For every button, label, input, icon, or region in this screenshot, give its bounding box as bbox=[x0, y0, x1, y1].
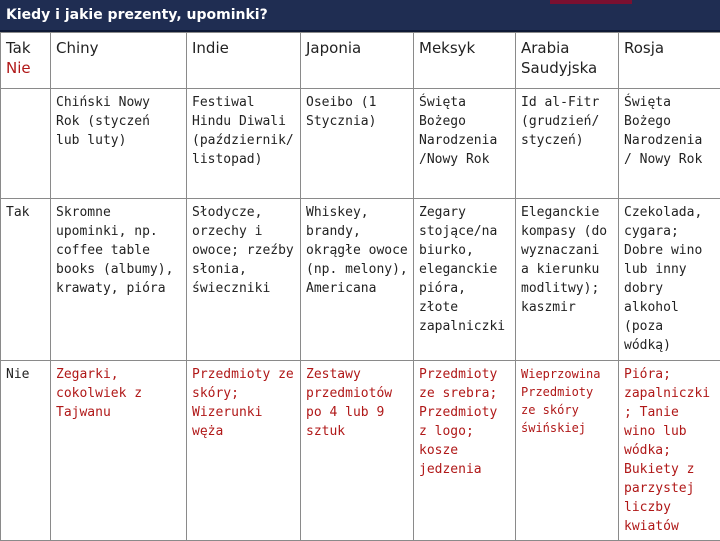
header-country-chiny: Chiny bbox=[51, 33, 187, 89]
nie-japonia: Zestawy przedmiotów po 4 lub 9 sztuk bbox=[301, 361, 414, 541]
tak-japonia: Whiskey, brandy, okrągłe owoce (np. melony), Americana bbox=[301, 199, 414, 361]
title-bar bbox=[0, 0, 720, 32]
gift-table bbox=[0, 32, 720, 541]
header-tak: Tak bbox=[6, 38, 45, 58]
occasion-arabia: Id al-Fitr (grudzień/ styczeń) bbox=[516, 89, 619, 199]
header-row bbox=[1, 33, 720, 89]
header-country-indie: Indie bbox=[187, 33, 301, 89]
header-country-rosja: Rosja bbox=[619, 33, 720, 89]
page-title: Kiedy i jakie prezenty, upominki? bbox=[6, 7, 268, 23]
occasion-meksyk: Święta Bożego Narodzenia /Nowy Rok bbox=[414, 89, 516, 199]
occasion-rosja: Święta Bożego Narodzenia / Nowy Rok bbox=[619, 89, 720, 199]
header-country-meksyk: Meksyk bbox=[414, 33, 516, 89]
tak-arabia: Eleganckie kompasy (do wyznaczani a kierunku modlitwy); kaszmir bbox=[516, 199, 619, 361]
tak-rosja: Czekolada, cygara; Dobre wino lub inny dobry alkohol (poza wódką) bbox=[619, 199, 720, 361]
nie-row bbox=[1, 361, 720, 541]
tak-label: Tak bbox=[1, 199, 51, 361]
nie-arabia: Wieprzowina Przedmioty ze skóry świńskiej bbox=[516, 361, 619, 541]
nie-meksyk: Przedmioty ze srebra; Przedmioty z logo; kosze jedzenia bbox=[414, 361, 516, 541]
header-tak-nie bbox=[1, 33, 51, 89]
occasion-chiny: Chiński Nowy Rok (styczeń lub luty) bbox=[51, 89, 187, 199]
nie-indie: Przedmioty ze skóry; Wizerunki węża bbox=[187, 361, 301, 541]
occasion-label-cell bbox=[1, 89, 51, 199]
occasion-japonia: Oseibo (1 Stycznia) bbox=[301, 89, 414, 199]
tak-row bbox=[1, 199, 720, 361]
nie-chiny: Zegarki, cokolwiek z Tajwanu bbox=[51, 361, 187, 541]
occasion-row bbox=[1, 89, 720, 199]
tak-meksyk: Zegary stojące/na biurko, eleganckie pióra, złote zapalniczki bbox=[414, 199, 516, 361]
tak-indie: Słodycze, orzechy i owoce; rzeźby słonia, świeczniki bbox=[187, 199, 301, 361]
header-nie: Nie bbox=[6, 58, 45, 78]
header-country-japonia: Japonia bbox=[301, 33, 414, 89]
nie-label: Nie bbox=[1, 361, 51, 541]
header-country-arabia: Arabia Saudyjska bbox=[516, 33, 619, 89]
title-accent bbox=[550, 0, 632, 4]
occasion-indie: Festiwal Hindu Diwali (październik/ listopad) bbox=[187, 89, 301, 199]
nie-rosja: Pióra; zapalniczki; Tanie wino lub wódka; Bukiety z parzystej liczby kwiatów bbox=[619, 361, 720, 541]
tak-chiny: Skromne upominki, np. coffee table books (albumy), krawaty, pióra bbox=[51, 199, 187, 361]
